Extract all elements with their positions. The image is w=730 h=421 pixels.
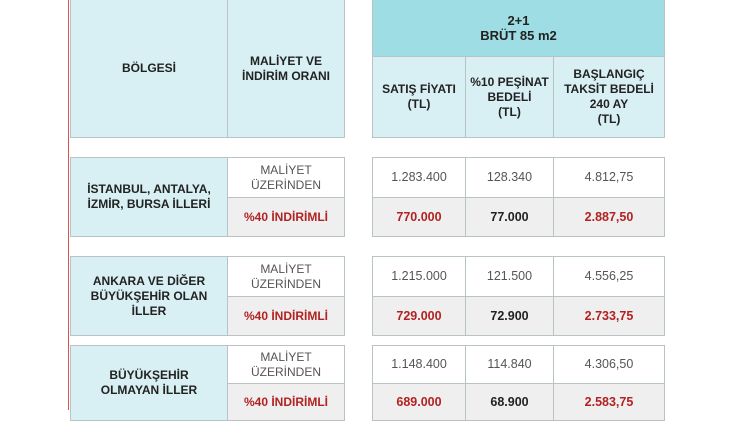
header-unit-type: 2+1 BRÜT 85 m2 xyxy=(372,0,665,57)
discounted-down-payment: 72.900 xyxy=(465,296,554,336)
cost-down-payment: 114.840 xyxy=(465,345,554,384)
header-down-payment: %10 PEŞİNAT BEDELİ (TL) xyxy=(465,56,554,138)
discount-label: %40 İNDİRİMLİ xyxy=(227,197,345,237)
discounted-sale-price: 689.000 xyxy=(372,383,466,421)
discount-label: %40 İNDİRİMLİ xyxy=(227,383,345,421)
cost-sale-price: 1.215.000 xyxy=(372,256,466,297)
left-border-line xyxy=(68,0,69,410)
cost-down-payment: 121.500 xyxy=(465,256,554,297)
cost-down-payment: 128.340 xyxy=(465,157,554,198)
header-installment: BAŞLANGIÇ TAKSİT BEDELİ 240 AY (TL) xyxy=(553,56,665,138)
discounted-sale-price: 770.000 xyxy=(372,197,466,237)
discount-label: %40 İNDİRİMLİ xyxy=(227,296,345,336)
cost-sale-price: 1.283.400 xyxy=(372,157,466,198)
discounted-installment: 2.733,75 xyxy=(553,296,665,336)
cost-sale-price: 1.148.400 xyxy=(372,345,466,384)
region-name: ANKARA VE DİĞER BÜYÜKŞEHİR OLAN İLLER xyxy=(70,256,228,336)
cost-basis-label: MALİYET ÜZERİNDEN xyxy=(227,345,345,384)
discounted-installment: 2.583,75 xyxy=(553,383,665,421)
region-name: İSTANBUL, ANTALYA, İZMİR, BURSA İLLERİ xyxy=(70,157,228,237)
region-name: BÜYÜKŞEHİR OLMAYAN İLLER xyxy=(70,345,228,421)
header-region: BÖLGESİ xyxy=(70,0,228,138)
cost-installment: 4.306,50 xyxy=(553,345,665,384)
discounted-installment: 2.887,50 xyxy=(553,197,665,237)
discounted-down-payment: 77.000 xyxy=(465,197,554,237)
header-sale-price: SATIŞ FİYATI (TL) xyxy=(372,56,466,138)
header-cost-rate: MALİYET VE İNDİRİM ORANI xyxy=(227,0,345,138)
cost-installment: 4.556,25 xyxy=(553,256,665,297)
cost-basis-label: MALİYET ÜZERİNDEN xyxy=(227,256,345,297)
cost-basis-label: MALİYET ÜZERİNDEN xyxy=(227,157,345,198)
discounted-sale-price: 729.000 xyxy=(372,296,466,336)
discounted-down-payment: 68.900 xyxy=(465,383,554,421)
cost-installment: 4.812,75 xyxy=(553,157,665,198)
